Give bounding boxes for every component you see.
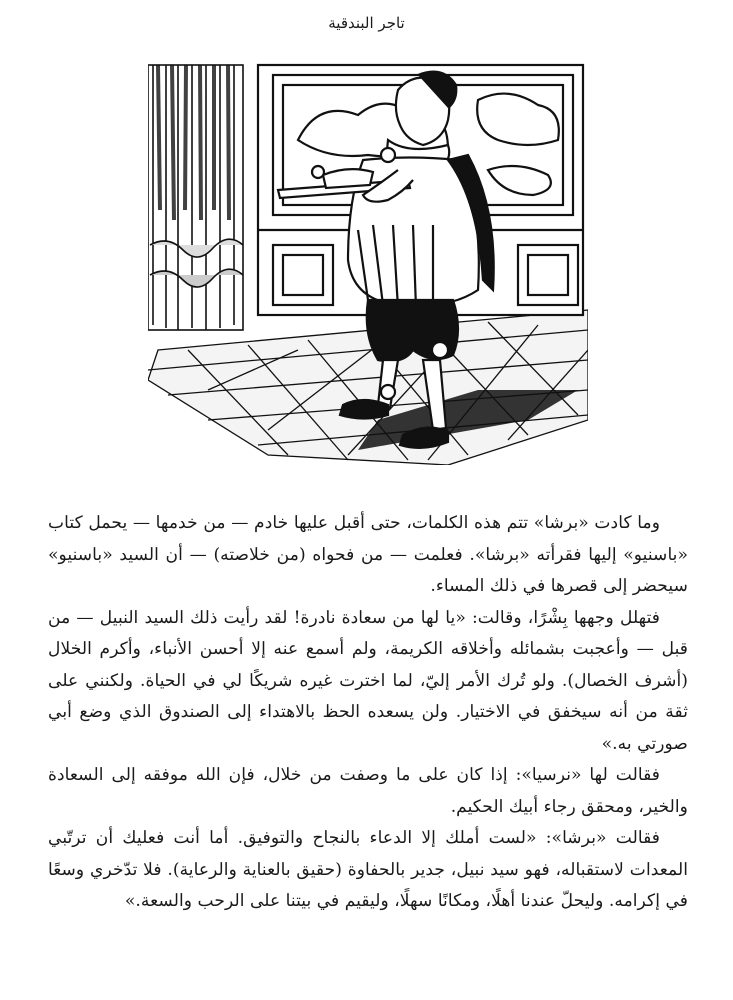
body-text bbox=[48, 508, 688, 918]
paragraph-4: فقالت «برشا»: «لست أملك إلا الدعاء بالنجاح والتوفيق. أما أنت فعليك أن ترتّبي المعدات لاستقباله، فهو سيد نبيل، جدير بالحفاوة (حقيق بالعناية والرعاية). فلا تدّخري وسعًا في إكرامه. وليحلّ عندنا أهلًا، ومكانًا سهلًا، وليقيم في بيتنا على الرحب والسعة.» bbox=[48, 828, 688, 911]
paragraph-3: فقالت لها «نرسيا»: إذا كان على ما وصفت من خلال، فإن الله موفقه إلى السعادة والخير، ومحقق رجاء أبيك الحكيم. bbox=[48, 765, 688, 817]
servant-illustration bbox=[148, 60, 588, 465]
running-title: تاجر البندقية bbox=[328, 14, 405, 32]
curtain bbox=[148, 65, 243, 330]
paragraph-1: وما كادت «برشا» تتم هذه الكلمات، حتى أقبل عليها خادم — من خدمها — يحمل كتاب «باسنيو» إليها فقرأته «برشا». فعلمت — من فحواه (من خلاصته) — أن السيد «باسنيو» سيحضر إلى قصرها في ذلك المساء. bbox=[48, 513, 688, 596]
paragraph-2: فتهلل وجهها بِشْرًا، وقالت: «يا لها من سعادة نادرة! لقد رأيت ذلك السيد النبيل — من قبل — وأعجبت بشمائله وأخلاقه الكريمة، ولم أسمع عنه إلا أحسن الأنباء، وأكرم الخلال (أشرف الخصال). ولو تُرك الأمر إليّ، لما اخترت غيره شريكًا لي في الحياة. ولكنني على ثقة من أنه سيخفق في الاختيار. ولن يسعده الحظ بالاهتداء إلى الصندوق الذي وضع أبي صورتي به.» bbox=[48, 607, 688, 754]
